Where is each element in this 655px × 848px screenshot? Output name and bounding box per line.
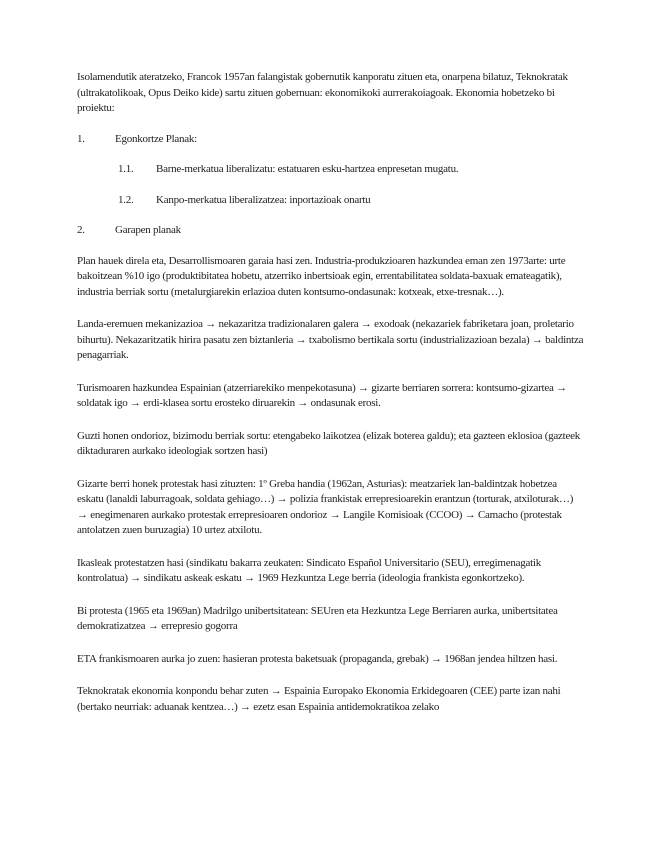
paragraph-eta: ETA frankismoaren aurka jo zuen: hasieran protesta baketsuak (propaganda, grebak) → 1968an jendea hiltzen hasi. xyxy=(77,652,558,665)
list-text: Egonkortze Planak: xyxy=(115,132,197,145)
intro-paragraph: Isolamendutik ateratzeko, Francok 1957an falangistak gobernutik kanporatu zituen eta, onarpena bilatuz, Teknokratak (ultrakatolikoak, Opus Deiko kide) sartu zituen gobernuan: ekonomikoki aurrerakoiagoak. Ekonomia hobetzeko bi proiektu: xyxy=(77,71,568,114)
list-number: 1.1. xyxy=(118,163,134,175)
paragraph-madril: Bi protesta (1965 eta 1969an) Madrilgo unibertsitatean: SEUren eta Hezkuntza Lege Berriaren aurka, unibertsitatea demokratizatzea → errepresio gogorra xyxy=(77,604,558,632)
list-item xyxy=(77,132,585,148)
paragraph-protestak: Gizarte berri honek protestak hasi zituzten: 1º Greba handia (1962an, Asturias): meatzariek lan-baldintzak hobetzea eskatu (lanaldi laburragoak, soldata gehiago…) → polizia frankistak errepresioarekin erantzun (torturak, atxiloturak…) → enegimenaren aurkako protestak errepresioaren ondorioz → Langile Komisioak (CCOO) → Camacho (protestak antolatzen zuen buruzagia) 10 urtez atxilotu. xyxy=(77,477,574,536)
list-item xyxy=(77,162,585,178)
list-text: Kanpo-merkatua liberalizatzea: inportazioak onartu xyxy=(156,193,371,206)
list-text: Barne-merkatua liberalizatu: estatuaren esku-hartzea enpresetan mugatu. xyxy=(156,163,459,175)
list-item xyxy=(77,223,585,239)
list-item xyxy=(77,193,585,209)
paragraph-teknokratak: Teknokratak ekonomia konpondu behar zuten → Espainia Europako Ekonomia Erkidegoaren (CEE) parte izan nahi (bertako neurriak: aduanak kentzea…) → ezetz esan Espainia antidemokratikoa zelako xyxy=(77,685,561,713)
paragraph-landa-eremuak: Landa-eremuen mekanizazioa → nekazaritza tradizionalaren galera → exodoak (nekazariek fabriketara joan, proletario bihurtu). Nekazaritzatik hirira pasatu zen biztanleria → txabolismo bertikala sortu (industrializazioan bezala) → baldintza penagarriak. xyxy=(77,318,584,361)
project-list xyxy=(77,132,585,239)
paragraph-ikasleak: Ikasleak protestatzen hasi (sindikatu bakarra zeukaten: Sindicato Español Universitario (SEU), erregimenagatik kontrolatua) → sindikatu askeak eskatu → 1969 Hezkuntza Lege berria (ideologia frankista egonkortzeko). xyxy=(77,556,541,584)
list-number: 1. xyxy=(77,132,85,145)
paragraph-turismoa: Turismoaren hazkundea Espainian (atzerriarekiko menpekotasuna) → gizarte berriaren sorrera: kontsumo-gizartea → soldatak igo → erdi-klasea sortu erosteko diruarekin → ondasunak erosi. xyxy=(77,381,567,409)
list-text: Garapen planak xyxy=(115,224,181,236)
list-number: 1.2. xyxy=(118,193,134,206)
paragraph-bizimodu-berriak: Guzti honen ondorioz, bizimodu berriak sortu: etengabeko laikotzea (elizak boterea galdu); eta gazteen eklosioa (gazteek diktaduraren aurkako ideologiak sortzen hasi) xyxy=(77,429,580,457)
list-number: 2. xyxy=(77,224,85,236)
paragraph-desarrollismo: Plan hauek direla eta, Desarrollismoaren garaia hasi zen. Industria-produkzioaren hazkundea eman zen 1973arte: urte bakoitzean %10 igo (produktibitatea hobetu, atzerriko inbertsioak egin, errentabilitatea soldata-baxuak emateagatik), industria berriak sortu (metalurgiarekin erlazioa duten kontsumo-ondasunak: kotxeak, etxe-tresnak…). xyxy=(77,254,566,298)
